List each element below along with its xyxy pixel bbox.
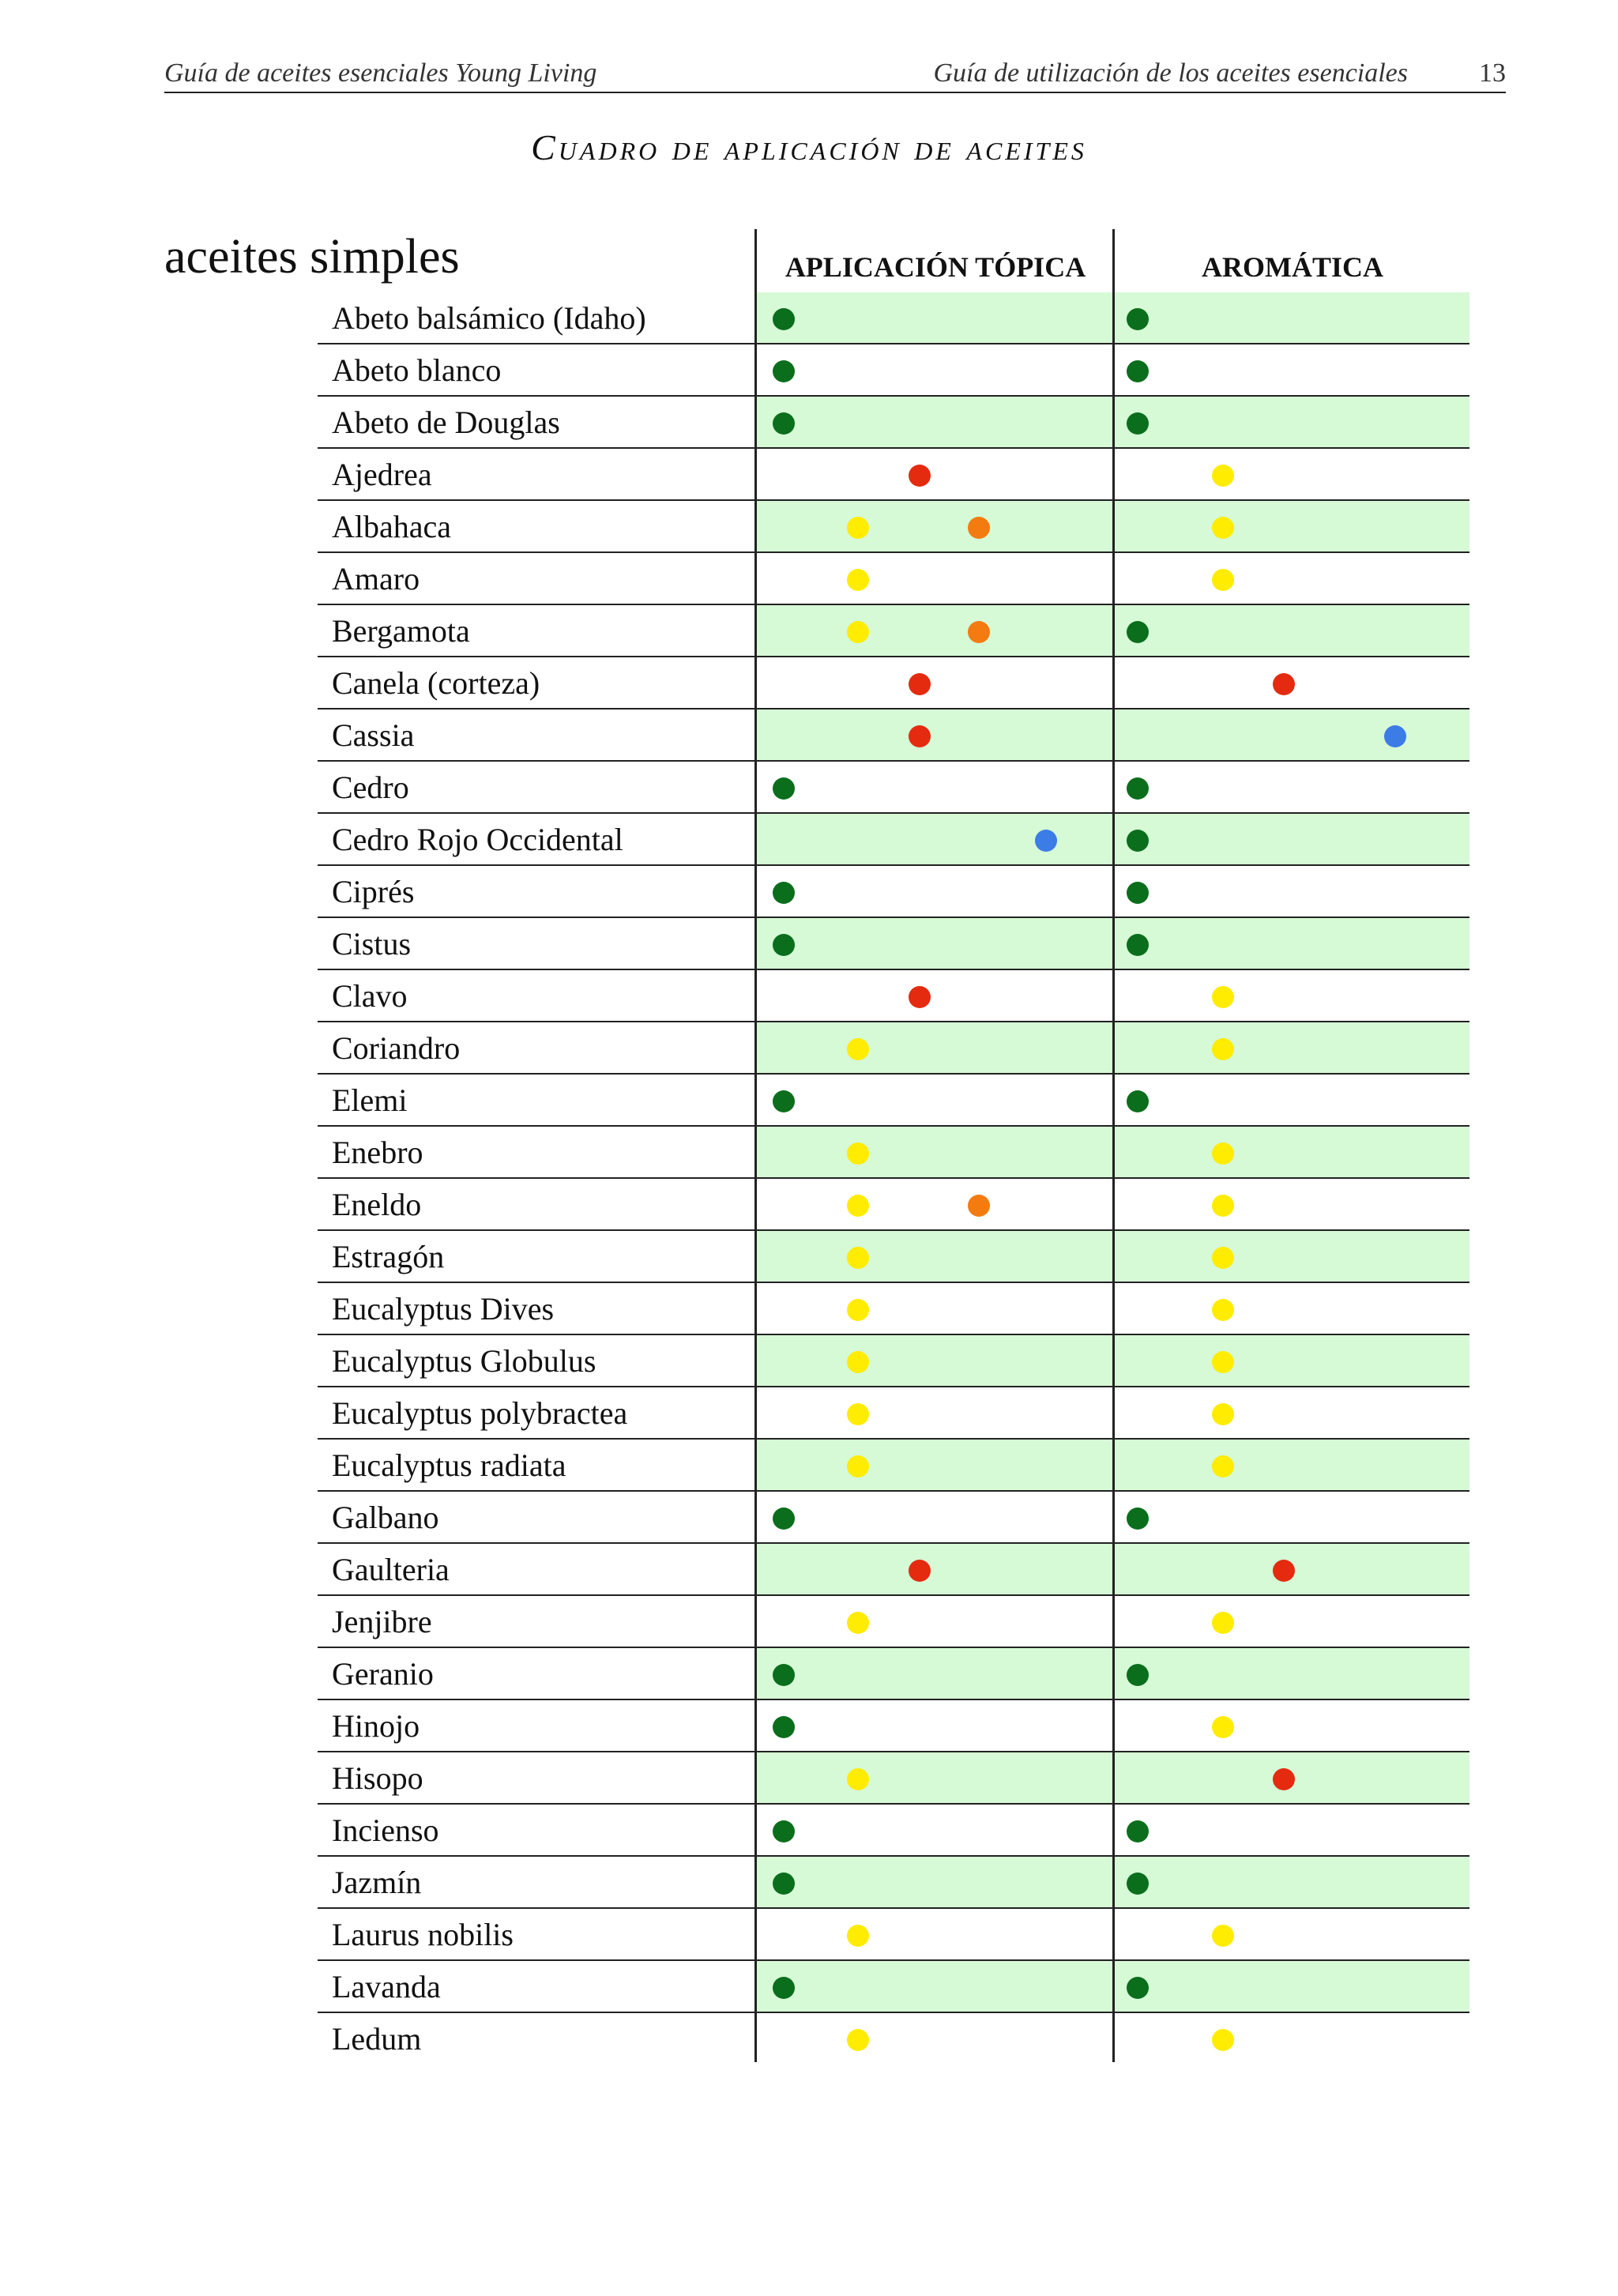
column-divider-topical: [754, 229, 757, 2062]
aromatic-green-dot: [1127, 1820, 1149, 1842]
topical-orange-dot: [968, 1195, 990, 1217]
topical-orange-dot: [968, 517, 990, 539]
topical-yellow-dot: [847, 1195, 869, 1217]
topical-yellow-dot: [847, 1038, 869, 1060]
column-divider-aromatic: [1112, 229, 1115, 2062]
aromatic-blue-dot: [1384, 725, 1406, 747]
table-row: [318, 1700, 1469, 1752]
topical-green-dot: [773, 360, 795, 382]
oil-name: Ajedrea: [332, 457, 432, 492]
header-left-text: Guía de aceites esenciales Young Living: [164, 58, 597, 88]
aromatic-yellow-dot: [1212, 986, 1234, 1008]
oil-name: Eucalyptus polybractea: [332, 1395, 628, 1431]
oil-name: Coriandro: [332, 1030, 461, 1066]
table-row: [318, 501, 1469, 553]
table-row: [318, 553, 1469, 605]
oil-name: Abeto blanco: [332, 352, 502, 388]
aromatic-red-dot: [1273, 673, 1295, 695]
topical-yellow-dot: [847, 1455, 869, 1477]
oil-name: Cedro: [332, 770, 409, 805]
aromatic-green-dot: [1127, 308, 1149, 330]
table-row: [318, 1127, 1469, 1179]
aromatic-red-dot: [1273, 1560, 1295, 1582]
oil-name: Eneldo: [332, 1187, 422, 1222]
aromatic-yellow-dot: [1212, 1195, 1234, 1217]
oil-name: Cassia: [332, 717, 415, 753]
topical-green-dot: [773, 1716, 795, 1738]
topical-green-dot: [773, 1664, 795, 1686]
oil-name: Eucalyptus Dives: [332, 1291, 555, 1327]
topical-red-dot: [909, 725, 931, 747]
table-row: [318, 1648, 1469, 1700]
table-row: [318, 449, 1469, 501]
table-row: [318, 1492, 1469, 1544]
oil-name: Hinojo: [332, 1708, 420, 1744]
table-row: [318, 1440, 1469, 1492]
aromatic-yellow-dot: [1212, 1403, 1234, 1425]
aromatic-yellow-dot: [1212, 1716, 1234, 1738]
oil-name: Ledum: [332, 2021, 422, 2057]
table-row: [318, 657, 1469, 710]
topical-red-dot: [909, 986, 931, 1008]
oil-name: Gaulteria: [332, 1552, 450, 1587]
table-row: [318, 1596, 1469, 1648]
document-title: Cuadro de aplicación de aceites: [531, 127, 1087, 167]
aromatic-yellow-dot: [1212, 465, 1234, 487]
topical-yellow-dot: [847, 1299, 869, 1321]
oil-name: Abeto balsámico (Idaho): [332, 300, 646, 336]
aromatic-green-dot: [1127, 1664, 1149, 1686]
topical-red-dot: [909, 1560, 931, 1582]
table-row: [318, 814, 1469, 866]
aromatic-green-dot: [1127, 1873, 1149, 1895]
table-row: [318, 1022, 1469, 1075]
aromatic-green-dot: [1127, 360, 1149, 382]
topical-yellow-dot: [847, 1247, 869, 1269]
table-row: [318, 1335, 1469, 1387]
column-header-topical: APLICACIÓN TÓPICA: [785, 251, 1086, 283]
table-row: [318, 397, 1469, 449]
topical-yellow-dot: [847, 1351, 869, 1373]
oil-name: Incienso: [332, 1812, 439, 1848]
topical-green-dot: [773, 308, 795, 330]
topical-green-dot: [773, 777, 795, 800]
table-row: [318, 1231, 1469, 1283]
table-row: [318, 1961, 1469, 2013]
topical-yellow-dot: [847, 1768, 869, 1790]
topical-green-dot: [773, 1977, 795, 1999]
aromatic-yellow-dot: [1212, 517, 1234, 539]
oil-name: Canela (corteza): [332, 665, 540, 701]
aromatic-green-dot: [1127, 621, 1149, 643]
oil-name: Galbano: [332, 1500, 439, 1535]
aromatic-yellow-dot: [1212, 1925, 1234, 1947]
oil-name: Hisopo: [332, 1760, 423, 1796]
topical-green-dot: [773, 1873, 795, 1895]
aromatic-green-dot: [1127, 830, 1149, 852]
table-row: [318, 762, 1469, 814]
topical-yellow-dot: [847, 621, 869, 643]
table-row: [318, 710, 1469, 762]
oil-name: Albahaca: [332, 509, 452, 544]
oil-name: Enebro: [332, 1135, 423, 1170]
topical-blue-dot: [1035, 830, 1057, 852]
oil-name: Ciprés: [332, 874, 415, 909]
table-row: [318, 866, 1469, 918]
table-row: [318, 1909, 1469, 1961]
aromatic-yellow-dot: [1212, 1247, 1234, 1269]
table-row: [318, 1857, 1469, 1909]
table-row: [318, 1805, 1469, 1857]
table-row: [318, 1544, 1469, 1596]
topical-yellow-dot: [847, 517, 869, 539]
oil-name: Elemi: [332, 1082, 408, 1118]
oil-name: Amaro: [332, 561, 420, 597]
table-row: [318, 1752, 1469, 1805]
oil-name: Geranio: [332, 1656, 434, 1692]
aromatic-green-dot: [1127, 777, 1149, 800]
oil-name: Jazmín: [332, 1865, 422, 1900]
topical-yellow-dot: [847, 569, 869, 591]
oil-name: Eucalyptus Globulus: [332, 1343, 596, 1379]
aromatic-green-dot: [1127, 882, 1149, 904]
topical-red-dot: [909, 465, 931, 487]
aromatic-yellow-dot: [1212, 2029, 1234, 2051]
topical-green-dot: [773, 412, 795, 435]
topical-red-dot: [909, 673, 931, 695]
oil-name: Abeto de Douglas: [332, 405, 560, 440]
topical-orange-dot: [968, 621, 990, 643]
topical-yellow-dot: [847, 2029, 869, 2051]
aromatic-yellow-dot: [1212, 1612, 1234, 1634]
table-row: [318, 1283, 1469, 1335]
topical-yellow-dot: [847, 1612, 869, 1634]
table-row: [318, 1075, 1469, 1127]
page-header: [164, 55, 1506, 93]
oil-name: Laurus nobilis: [332, 1917, 514, 1952]
table-row: [318, 970, 1469, 1022]
table-row: [318, 605, 1469, 657]
aromatic-green-dot: [1127, 412, 1149, 435]
oil-name: Cistus: [332, 926, 412, 962]
aromatic-green-dot: [1127, 934, 1149, 956]
aromatic-red-dot: [1273, 1768, 1295, 1790]
aromatic-yellow-dot: [1212, 569, 1234, 591]
table-row: [318, 1179, 1469, 1231]
topical-yellow-dot: [847, 1925, 869, 1947]
section-title: aceites simples: [164, 230, 460, 284]
topical-green-dot: [773, 1090, 795, 1112]
topical-green-dot: [773, 1507, 795, 1530]
oil-name: Eucalyptus radiata: [332, 1447, 566, 1483]
aromatic-yellow-dot: [1212, 1351, 1234, 1373]
oil-name: Clavo: [332, 978, 408, 1014]
table-row: [318, 292, 1469, 344]
column-header-aromatic: AROMÁTICA: [1202, 251, 1383, 283]
table-row: [318, 2013, 1469, 2065]
header-right: [933, 58, 1506, 88]
topical-yellow-dot: [847, 1403, 869, 1425]
oil-name: Cedro Rojo Occidental: [332, 822, 623, 857]
aromatic-green-dot: [1127, 1090, 1149, 1112]
aromatic-yellow-dot: [1212, 1142, 1234, 1165]
table-row: [318, 1387, 1469, 1440]
aromatic-yellow-dot: [1212, 1038, 1234, 1060]
table-row: [318, 344, 1469, 397]
table-row: [318, 918, 1469, 970]
oil-name: Lavanda: [332, 1969, 441, 2004]
topical-green-dot: [773, 882, 795, 904]
page-number: 13: [1479, 58, 1506, 88]
aromatic-yellow-dot: [1212, 1299, 1234, 1321]
header-right-text: Guía de utilización de los aceites esenciales: [933, 58, 1408, 88]
topical-yellow-dot: [847, 1142, 869, 1165]
aromatic-green-dot: [1127, 1507, 1149, 1530]
oil-name: Jenjibre: [332, 1604, 432, 1639]
aromatic-green-dot: [1127, 1977, 1149, 1999]
topical-green-dot: [773, 1820, 795, 1842]
oil-name: Estragón: [332, 1239, 445, 1274]
topical-green-dot: [773, 934, 795, 956]
aromatic-yellow-dot: [1212, 1455, 1234, 1477]
oil-name: Bergamota: [332, 613, 470, 649]
